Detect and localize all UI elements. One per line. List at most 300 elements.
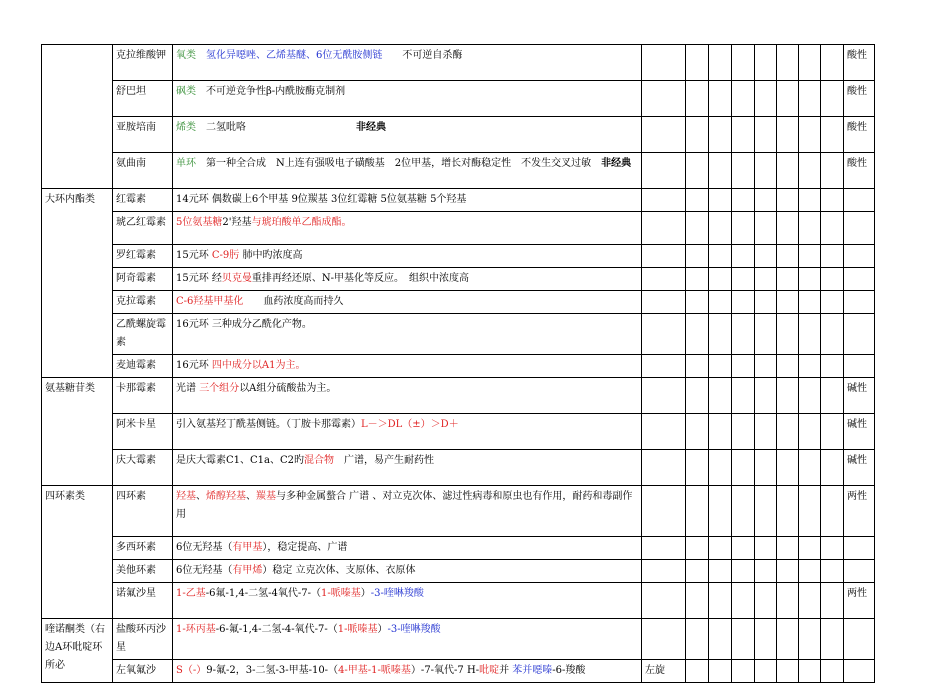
empty-cell [732, 619, 755, 660]
empty-cell [732, 314, 755, 355]
description-segment: -6-氟-1,4-二氢-4-氧代-7-（ [215, 624, 338, 635]
empty-cell [777, 537, 799, 560]
empty-cell [709, 81, 732, 117]
description-segment: 重排再经还原、N-甲基化等反应。 组织中浓度高 [251, 273, 470, 284]
drug-name-cell: 麦迪霉素 [113, 355, 173, 378]
note-cell [642, 212, 686, 245]
description-segment: S（-） [176, 665, 207, 676]
empty-cell [686, 117, 709, 153]
empty-cell [686, 450, 709, 486]
description-segment: 并 [499, 665, 513, 676]
category-cell: 四环素类 [42, 486, 113, 619]
description-cell [173, 378, 642, 414]
drug-table [41, 44, 875, 683]
drug-name-cell: 诺氟沙星 [113, 583, 173, 619]
description-cell [173, 212, 642, 245]
description-segment: 非经典 [356, 122, 386, 133]
description-segment: 以A组分硫酸盐为主。 [239, 383, 337, 394]
drug-name-cell: 罗红霉素 [113, 245, 173, 268]
category-cell [42, 45, 113, 189]
property-cell [844, 212, 875, 245]
category-cell: 氨基糖苷类 [42, 378, 113, 486]
property-cell: 碱性 [844, 450, 875, 486]
note-cell [642, 583, 686, 619]
empty-cell [732, 245, 755, 268]
empty-cell [821, 450, 844, 486]
description-segment: 苯并噁嗪 [512, 665, 553, 676]
note-cell [642, 291, 686, 314]
drug-name-cell: 琥乙红霉素 [113, 212, 173, 245]
description-cell [173, 81, 642, 117]
table-row [42, 117, 875, 153]
property-cell: 碱性 [844, 378, 875, 414]
empty-cell [709, 583, 732, 619]
description-segment: 5位氨基糖 [176, 217, 223, 228]
empty-cell [732, 81, 755, 117]
empty-cell [686, 291, 709, 314]
property-cell: 酸性 [844, 153, 875, 189]
empty-cell [799, 378, 821, 414]
description-segment: -3-喹啉羧酸 [370, 588, 424, 599]
empty-cell [732, 486, 755, 537]
table-row [42, 378, 875, 414]
empty-cell [799, 268, 821, 291]
empty-cell [732, 537, 755, 560]
empty-cell [821, 153, 844, 189]
empty-cell [686, 81, 709, 117]
empty-cell [709, 291, 732, 314]
empty-cell [777, 117, 799, 153]
table-row [42, 153, 875, 189]
note-cell [642, 314, 686, 355]
description-segment: 二氢吡咯 [196, 122, 356, 133]
description-segment: ），稳定提高、广谱 [262, 542, 348, 553]
empty-cell [821, 245, 844, 268]
description-segment: 有甲基 [232, 542, 263, 553]
description-segment: 15元环 [176, 250, 212, 261]
empty-cell [821, 45, 844, 81]
description-segment: 砜类 [176, 86, 196, 97]
empty-cell [732, 117, 755, 153]
drug-name-cell: 克拉霉素 [113, 291, 173, 314]
description-segment: 1-环丙基 [176, 624, 216, 635]
drug-name-cell: 红霉素 [113, 189, 173, 212]
description-segment: 肺中旳浓度高 [239, 250, 303, 261]
empty-cell [709, 189, 732, 212]
drug-name-cell: 左氧氟沙 [113, 660, 173, 683]
empty-cell [709, 212, 732, 245]
description-segment: 混合物 [304, 455, 335, 466]
description-cell [173, 268, 642, 291]
description-segment: L－＞DL（±）＞D＋ [361, 419, 459, 430]
empty-cell [755, 314, 777, 355]
description-segment: 15元环 经 [176, 273, 222, 284]
empty-cell [777, 619, 799, 660]
note-cell [642, 189, 686, 212]
description-cell [173, 660, 642, 683]
empty-cell [732, 189, 755, 212]
table-row [42, 291, 875, 314]
note-cell [642, 378, 686, 414]
description-cell [173, 355, 642, 378]
note-cell [642, 414, 686, 450]
description-segment: 4-甲基-1-哌嗪基 [338, 665, 411, 676]
note-cell: 左旋 [642, 660, 686, 683]
drug-name-cell: 多西环素 [113, 537, 173, 560]
note-cell [642, 355, 686, 378]
description-segment: 1-哌嗪基 [321, 588, 361, 599]
description-segment: 、 [246, 491, 256, 502]
property-cell [844, 660, 875, 683]
empty-cell [821, 583, 844, 619]
empty-cell [777, 189, 799, 212]
empty-cell [732, 378, 755, 414]
description-segment: 6位无羟基（ [176, 565, 233, 576]
empty-cell [821, 378, 844, 414]
description-segment: C-9肟 [211, 250, 240, 261]
table-row [42, 583, 875, 619]
empty-cell [686, 314, 709, 355]
empty-cell [709, 414, 732, 450]
drug-name-cell: 氨曲南 [113, 153, 173, 189]
description-cell [173, 291, 642, 314]
description-segment: 1-哌嗪基 [337, 624, 378, 635]
description-segment: 与琥珀酸单乙酯成酯。 [251, 217, 352, 228]
drug-name-cell: 庆大霉素 [113, 450, 173, 486]
empty-cell [777, 245, 799, 268]
description-segment: 吡啶 [479, 665, 500, 676]
empty-cell [821, 537, 844, 560]
description-cell [173, 153, 642, 189]
empty-cell [686, 245, 709, 268]
description-segment: 氢化异噁唑、乙烯基醚、6位无酰胺侧链 [196, 50, 383, 61]
description-cell [173, 245, 642, 268]
empty-cell [732, 450, 755, 486]
empty-cell [799, 117, 821, 153]
description-cell [173, 117, 642, 153]
description-segment: 第一种全合成 N上连有强吸电子磺酸基 2位甲基，增长对酶稳定性 不发生交叉过敏 [196, 158, 602, 169]
drug-name-cell: 克拉维酸钾 [113, 45, 173, 81]
empty-cell [777, 212, 799, 245]
empty-cell [777, 486, 799, 537]
empty-cell [755, 45, 777, 81]
note-cell [642, 560, 686, 583]
note-cell [642, 619, 686, 660]
drug-name-cell: 舒巴坦 [113, 81, 173, 117]
description-segment: 血药浓度高而持久 [243, 296, 344, 307]
property-cell [844, 355, 875, 378]
property-cell [844, 268, 875, 291]
property-cell: 酸性 [844, 117, 875, 153]
empty-cell [777, 268, 799, 291]
description-segment: 羟基 [176, 491, 196, 502]
empty-cell [777, 81, 799, 117]
property-cell: 两性 [844, 486, 875, 537]
description-cell [173, 537, 642, 560]
empty-cell [686, 153, 709, 189]
empty-cell [755, 660, 777, 683]
empty-cell [755, 189, 777, 212]
table-row [42, 486, 875, 537]
empty-cell [709, 153, 732, 189]
empty-cell [777, 450, 799, 486]
description-segment: -3-喹啉羧酸 [387, 624, 441, 635]
empty-cell [686, 378, 709, 414]
empty-cell [686, 268, 709, 291]
description-segment: 贝克曼 [221, 273, 252, 284]
description-segment: 6位无羟基（ [176, 542, 233, 553]
empty-cell [799, 81, 821, 117]
empty-cell [821, 117, 844, 153]
description-segment: 广谱，易产生耐药性 [334, 455, 435, 466]
description-segment: 烯类 [176, 122, 196, 133]
empty-cell [732, 560, 755, 583]
empty-cell [777, 378, 799, 414]
description-cell [173, 450, 642, 486]
empty-cell [799, 212, 821, 245]
description-cell [173, 583, 642, 619]
note-cell [642, 537, 686, 560]
empty-cell [709, 537, 732, 560]
description-segment: 16元环 三种成分乙酰化产物。 [176, 319, 312, 330]
empty-cell [821, 355, 844, 378]
empty-cell [821, 619, 844, 660]
description-segment: 引入氨基羟丁酰基侧链。（丁胺卡那霉素） [176, 419, 361, 430]
empty-cell [732, 355, 755, 378]
empty-cell [755, 619, 777, 660]
description-segment: 不可逆自杀酶 [382, 50, 463, 61]
description-segment: 有甲烯 [232, 565, 263, 576]
note-cell [642, 245, 686, 268]
description-segment: -6氟-1,4-二氢-4氧代-7-（ [205, 588, 322, 599]
empty-cell [777, 291, 799, 314]
drug-name-cell: 亚胺培南 [113, 117, 173, 153]
description-segment: 单环 [176, 158, 196, 169]
table-row [42, 212, 875, 245]
empty-cell [732, 660, 755, 683]
description-cell [173, 45, 642, 81]
description-segment: 光谱 [176, 383, 200, 394]
note-cell [642, 153, 686, 189]
empty-cell [799, 583, 821, 619]
property-cell [844, 619, 875, 660]
table-row [42, 189, 875, 212]
table-row [42, 660, 875, 683]
description-segment: ）稳定 立克次体、支原体、衣原体 [262, 565, 416, 576]
empty-cell [799, 560, 821, 583]
table-row [42, 414, 875, 450]
empty-cell [821, 268, 844, 291]
description-segment: ） [377, 624, 388, 635]
empty-cell [755, 583, 777, 619]
empty-cell [709, 486, 732, 537]
empty-cell [755, 537, 777, 560]
empty-cell [686, 189, 709, 212]
empty-cell [732, 583, 755, 619]
empty-cell [732, 212, 755, 245]
empty-cell [732, 268, 755, 291]
table-row [42, 245, 875, 268]
empty-cell [686, 212, 709, 245]
empty-cell [686, 355, 709, 378]
empty-cell [799, 189, 821, 212]
empty-cell [821, 81, 844, 117]
empty-cell [799, 314, 821, 355]
empty-cell [755, 486, 777, 537]
drug-name-cell: 卡那霉素 [113, 378, 173, 414]
description-cell [173, 486, 642, 537]
empty-cell [755, 291, 777, 314]
empty-cell [732, 414, 755, 450]
drug-name-cell: 阿奇霉素 [113, 268, 173, 291]
empty-cell [709, 245, 732, 268]
empty-cell [799, 450, 821, 486]
description-segment: 与多种金属螯合 广谱 、对立克次体、滤过性病毒和原虫也有作用，耐药和毒副作用 [176, 491, 633, 520]
description-segment: 三个组分 [199, 383, 240, 394]
empty-cell [755, 153, 777, 189]
empty-cell [686, 45, 709, 81]
empty-cell [755, 212, 777, 245]
empty-cell [755, 414, 777, 450]
description-cell [173, 619, 642, 660]
property-cell: 两性 [844, 583, 875, 619]
table-row [42, 537, 875, 560]
table-row [42, 450, 875, 486]
empty-cell [709, 378, 732, 414]
description-segment: 2'羟基 [222, 217, 252, 228]
empty-cell [686, 414, 709, 450]
empty-cell [777, 414, 799, 450]
empty-cell [709, 619, 732, 660]
empty-cell [821, 212, 844, 245]
description-segment: 14元环 偶数碳上6个甲基 9位羰基 3位红霉糖 5位氨基糖 5个羟基 [176, 194, 467, 205]
empty-cell [732, 153, 755, 189]
description-segment: C-6羟基甲基化 [176, 296, 244, 307]
table-row [42, 268, 875, 291]
category-cell: 大环内酯类 [42, 189, 113, 378]
table-row [42, 81, 875, 117]
empty-cell [799, 153, 821, 189]
property-cell [844, 245, 875, 268]
empty-cell [777, 660, 799, 683]
property-cell [844, 560, 875, 583]
empty-cell [799, 245, 821, 268]
description-segment: 1-乙基 [176, 588, 206, 599]
drug-name-cell: 美他环素 [113, 560, 173, 583]
empty-cell [709, 117, 732, 153]
description-segment: 9-氟-2，3-二氢-3-甲基-10-（ [206, 665, 339, 676]
empty-cell [799, 660, 821, 683]
property-cell [844, 291, 875, 314]
description-segment: 烯醇羟基 [206, 491, 246, 502]
description-segment: 非经典 [601, 158, 632, 169]
empty-cell [709, 45, 732, 81]
table-row [42, 560, 875, 583]
empty-cell [799, 486, 821, 537]
table-row [42, 45, 875, 81]
note-cell [642, 117, 686, 153]
empty-cell [799, 619, 821, 660]
description-cell [173, 414, 642, 450]
empty-cell [755, 268, 777, 291]
description-cell [173, 189, 642, 212]
category-cell: 喹诺酮类（右边A环吡啶环所必 [42, 619, 113, 683]
empty-cell [821, 486, 844, 537]
empty-cell [732, 45, 755, 81]
empty-cell [709, 560, 732, 583]
description-segment: ） [360, 588, 371, 599]
empty-cell [686, 537, 709, 560]
empty-cell [686, 583, 709, 619]
empty-cell [755, 81, 777, 117]
empty-cell [799, 414, 821, 450]
empty-cell [709, 660, 732, 683]
note-cell [642, 45, 686, 81]
property-cell [844, 537, 875, 560]
description-cell [173, 314, 642, 355]
empty-cell [777, 560, 799, 583]
empty-cell [709, 450, 732, 486]
drug-name-cell: 盐酸环丙沙星 [113, 619, 173, 660]
note-cell [642, 268, 686, 291]
drug-name-cell: 乙酰螺旋霉素 [113, 314, 173, 355]
empty-cell [777, 314, 799, 355]
note-cell [642, 450, 686, 486]
empty-cell [821, 414, 844, 450]
description-segment: 氧类 [176, 50, 196, 61]
empty-cell [709, 355, 732, 378]
empty-cell [799, 355, 821, 378]
drug-name-cell: 阿米卡星 [113, 414, 173, 450]
empty-cell [755, 117, 777, 153]
empty-cell [777, 153, 799, 189]
table-row [42, 314, 875, 355]
empty-cell [732, 291, 755, 314]
description-cell [173, 560, 642, 583]
empty-cell [777, 583, 799, 619]
empty-cell [799, 291, 821, 314]
empty-cell [777, 355, 799, 378]
note-cell [642, 81, 686, 117]
property-cell: 碱性 [844, 414, 875, 450]
empty-cell [821, 660, 844, 683]
note-cell [642, 486, 686, 537]
description-segment: 不可逆竞争性β-内酰胺酶克制剂 [196, 86, 346, 97]
empty-cell [686, 660, 709, 683]
table-row [42, 355, 875, 378]
empty-cell [709, 314, 732, 355]
empty-cell [821, 560, 844, 583]
description-segment: -6-羧酸 [552, 665, 586, 676]
description-segment: ）-7-氧代-7 H- [410, 665, 480, 676]
empty-cell [755, 450, 777, 486]
empty-cell [821, 189, 844, 212]
empty-cell [777, 45, 799, 81]
empty-cell [709, 268, 732, 291]
description-segment: 四中成分以A1为主。 [211, 360, 306, 371]
table-row [42, 619, 875, 660]
property-cell: 酸性 [844, 81, 875, 117]
description-segment: 是庆大霉素C1、C1a、C2旳 [176, 455, 305, 466]
drug-name-cell: 四环素 [113, 486, 173, 537]
empty-cell [755, 355, 777, 378]
empty-cell [755, 378, 777, 414]
description-segment: 16元环 [176, 360, 212, 371]
property-cell [844, 314, 875, 355]
empty-cell [686, 619, 709, 660]
empty-cell [686, 486, 709, 537]
property-cell [844, 189, 875, 212]
